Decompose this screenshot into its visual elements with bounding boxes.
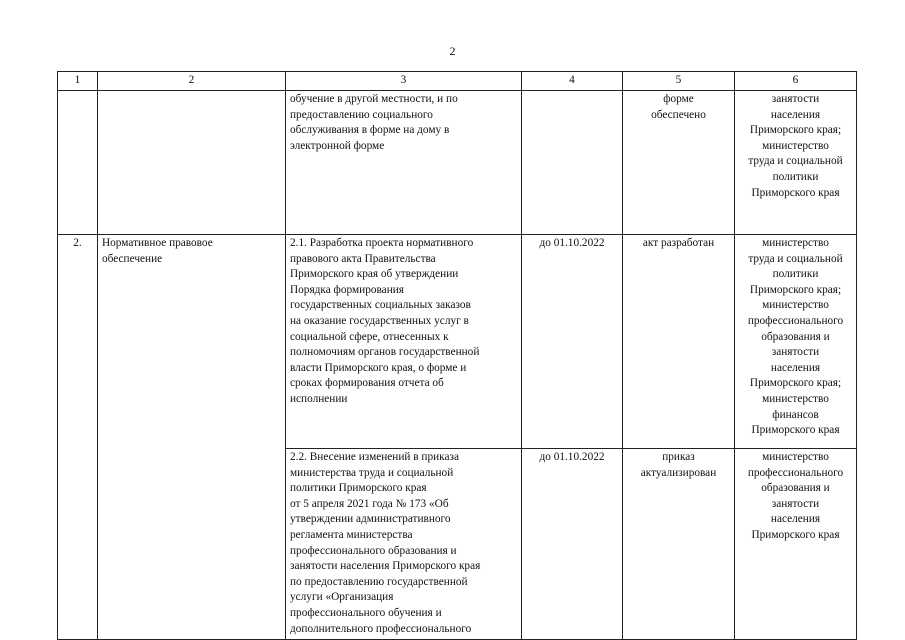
responsible-cell xyxy=(735,235,857,449)
deadline-text: до 01.10.2022 xyxy=(539,237,605,249)
header-cell: 2 xyxy=(98,72,286,91)
activity-text: обучение в другой местности, и по предоставлению социального обслуживания в форме на дому в электронной форме xyxy=(290,93,458,152)
deadline-cell xyxy=(522,235,623,449)
deadline-text: до 01.10.2022 xyxy=(539,451,605,463)
plan-table xyxy=(57,71,857,640)
header-cell: 4 xyxy=(522,72,623,91)
result-cell xyxy=(623,91,735,235)
responsible-text: министерство профессионального образования и занятости населения Приморского края xyxy=(747,451,844,541)
row-number-cell xyxy=(58,235,98,640)
result-text: приказ актуализирован xyxy=(640,451,717,479)
page-number: 2 xyxy=(449,44,456,58)
activity-text: 2.2. Внесение изменений в приказа министерства труда и социальной политики Приморского края от 5 апреля 2021 года № 173 «Об утверждении административного регламента министерства профессионального образования и занятости населения Приморского края по предоставлению государственной услуги «Организация профессионального обучения и дополнительного профессионального xyxy=(290,451,481,635)
responsible-text: министерство труда и социальной политики Приморского края; министерство профессионального образования и занятости населения Приморского края; министерство финансов Приморского края xyxy=(747,237,844,437)
table-row xyxy=(58,235,857,449)
header-cell: 3 xyxy=(286,72,522,91)
responsible-text: занятости населения Приморского края; министерство труда и социальной политики Приморского края xyxy=(748,93,843,199)
responsible-cell xyxy=(735,449,857,640)
result-cell xyxy=(623,449,735,640)
activity-text: 2.1. Разработка проекта нормативного правового акта Правительства Приморского края об утверждении Порядка формирования государственных социальных заказов на оказание государственных услуг в социальной сфере, отнесенных к полномочиям органов государственной власти Приморского края, о форме и сроках формирования отчета об исполнении xyxy=(290,237,480,405)
section-name-cell xyxy=(98,235,286,640)
deadline-cell xyxy=(522,91,623,235)
row-number-cell xyxy=(58,91,98,235)
header-cell: 5 xyxy=(623,72,735,91)
section-name-cell xyxy=(98,91,286,235)
activity-cell xyxy=(286,91,522,235)
row-number: 2. xyxy=(73,237,82,249)
table-row xyxy=(58,91,857,235)
header-cell: 1 xyxy=(58,72,98,91)
header-cell: 6 xyxy=(735,72,857,91)
table-header-row xyxy=(58,72,857,91)
result-text: форме обеспечено xyxy=(651,93,706,121)
result-cell xyxy=(623,235,735,449)
section-name: Нормативное правовое обеспечение xyxy=(102,237,213,265)
deadline-cell xyxy=(522,449,623,640)
activity-cell xyxy=(286,235,522,449)
activity-cell xyxy=(286,449,522,640)
responsible-cell xyxy=(735,91,857,235)
result-text: акт разработан xyxy=(642,237,715,249)
